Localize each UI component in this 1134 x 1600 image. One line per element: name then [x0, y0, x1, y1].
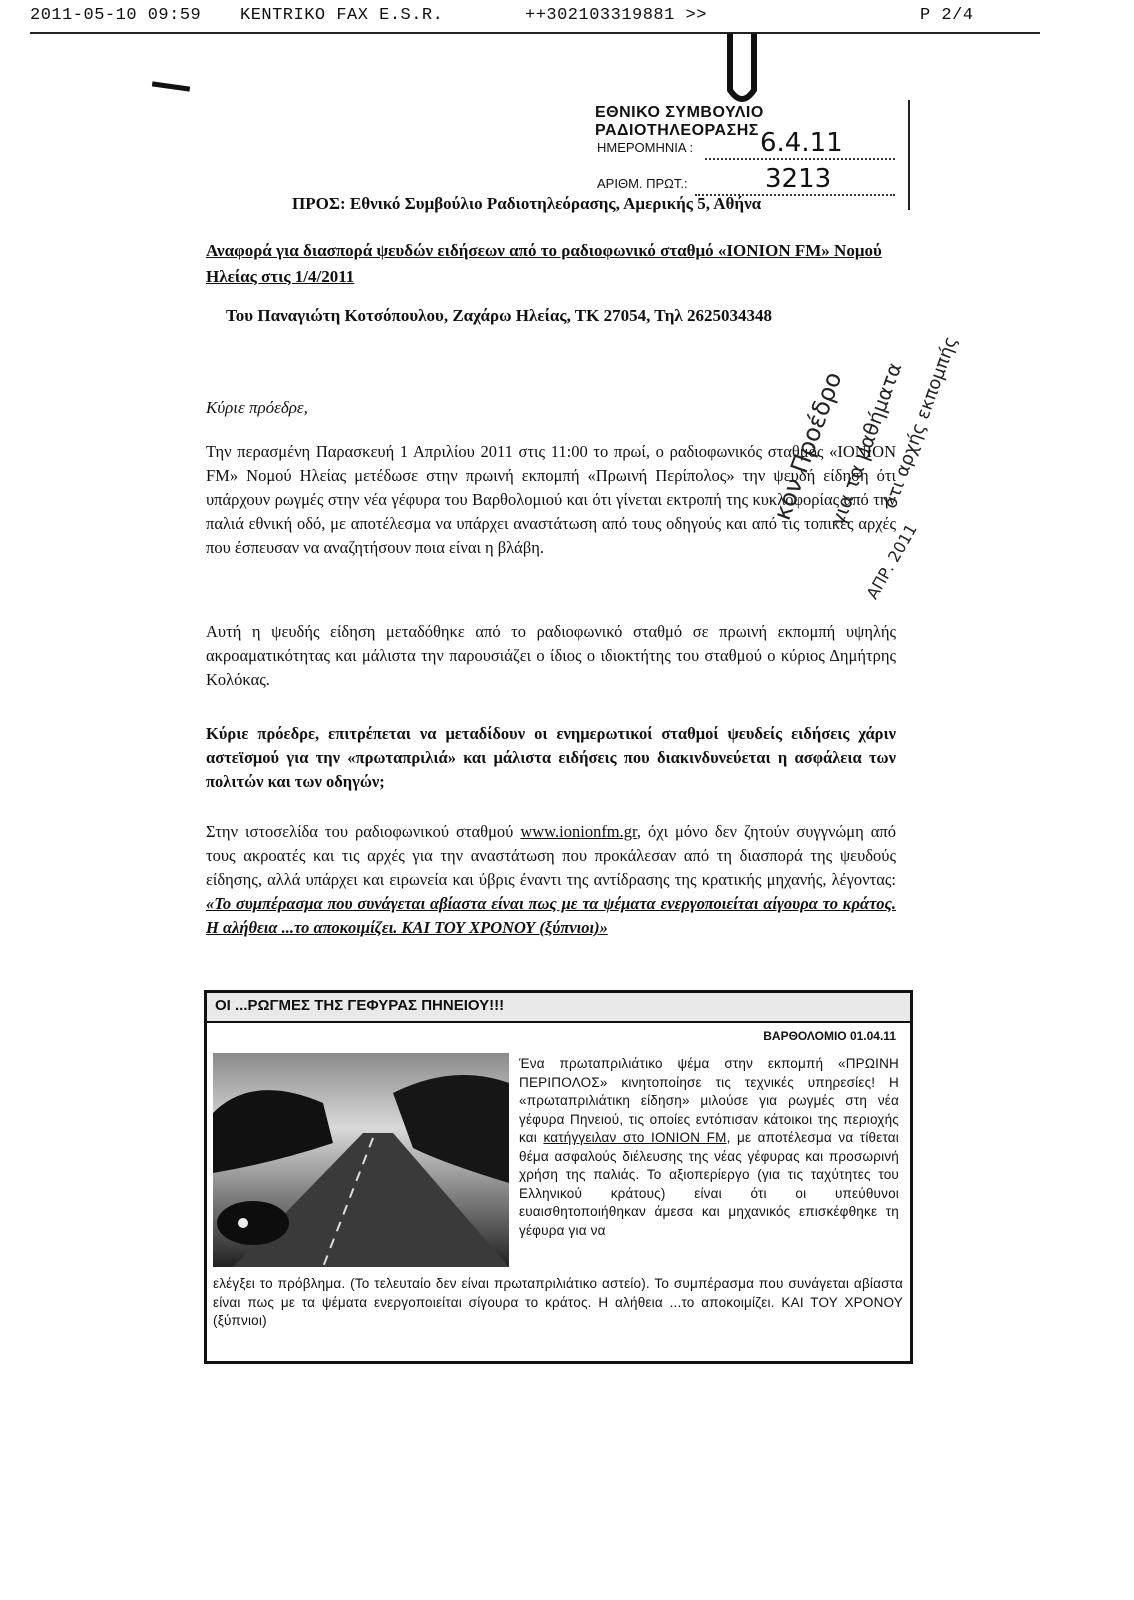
paragraph-1: Την περασμένη Παρασκευή 1 Απριλίου 2011 στις 11:00 το πρωί, ο ραδιοφωνικός σταθμός «ΙΟΝΙΟΝ FM» Νομού Ηλείας μετέδωσε στην πρωινή εκπομπή «Πρωινή Περίπολος» την ψευδή είδηση ότι υπάρχουν ρωγμές στην νέα γέφυρα του Βαρθολομιού και ότι γίνεται εκτροπή της κυκλοφορίας από την παλιά εθνική οδό, με αποτέλεσμα να υπάρχει αναστάτωση από τους οδηγούς και από τις τοπικές αρχές που έσπευσαν να αναζητήσουν ποια είναι η βλάβη. [206, 442, 896, 557]
stamp-protocol-label: ΑΡΙΘΜ. ΠΡΩΤ.: [597, 176, 688, 191]
clipping-body-a: Ένα πρωταπριλιάτικο ψέμα στην εκπομπή «ΠΡΩΙΝΗ ΠΕΡΙΠΟΛΟΣ» κινητοποίησε τις τεχνικές υπηρεσίες! Η «πρωταπριλιάτικη είδηση» μιλούσε για ρωγμές στη νέα γέφυρα Πηνειού, τις οποίες εντόπισαν κάτοικοι της περιοχής και [519, 1056, 899, 1145]
paragraph-4-intro: Στην ιστοσελίδα του ραδιοφωνικού σταθμού [206, 822, 521, 841]
clipping-dateline: ΒΑΡΘΟΛΟΜΙΟ 01.04.11 [763, 1029, 896, 1043]
stamp-date-value: 6.4.11 [760, 128, 843, 158]
stamp-border [908, 100, 910, 210]
handwriting-line-2: για τα μαθήματα [825, 359, 907, 529]
stamp-date-line [705, 158, 895, 160]
stamp-protocol-value: 3213 [765, 164, 832, 194]
fax-header [30, 4, 1110, 28]
scan-mark [152, 81, 190, 91]
handwriting-line-3: ότι αρχής εκπομπής [879, 333, 962, 512]
clipping-body-link: κατήγγειλαν στο ΙΟΝΙΟΝ FM [543, 1130, 727, 1145]
clipping-body-b: , με αποτέλεσμα να τίθεται θέμα ασφαλούς διέλευσης της νέας γέφυρας και προσωρινή χρήση της παλιάς. Το αξιοπερίεργο (για τις ταχύτητες του Ελληνικού κράτους) είναι ότι οι υπεύθυνοι ευαισθητοποιήθηκαν άμεσα και μηχανικός επισκέφθηκε τη γέφυρα για να [519, 1130, 899, 1238]
paragraph-4 [206, 820, 896, 940]
salutation: Κύριε πρόεδρε, [206, 398, 308, 417]
fax-page-number: P 2/4 [920, 6, 974, 25]
staple-mark-icon [722, 30, 762, 110]
paragraph-4-quote: «Το συμπέρασμα που συνάγεται αβίαστα είναι πως με τα ψέματα ενεργοποιείται αίγουρα το κράτος. Η αλήθεια ...το αποκοιμίζει. ΚΑΙ ΤΟΥ ΧΡΟΝΟΥ (ξύπνιοι)» [206, 894, 896, 937]
news-clipping [204, 990, 913, 1364]
paragraph-3: Κύριε πρόεδρε, επιτρέπεται να μεταδίδουν οι ενημερωτικοί σταθμοί ψευδείς ειδήσεις χάριν αστεϊσμού για την «πρωταπριλιά» και μάλιστα ειδήσεις που διακινδυνεύεται η ασφάλεια των πολιτών και των οδηγών; [206, 724, 896, 791]
handwritten-note [767, 312, 962, 612]
clipping-header [207, 993, 910, 1023]
fax-sender: KENTRIKO FAX E.S.R. [240, 6, 444, 25]
clipping-body [519, 1055, 899, 1240]
stamp-org: ΕΘΝΙΚΟ ΣΥΜΒΟΥΛΙΟ ΡΑΔΙΟΤΗΛΕΟΡΑΣΗΣ [595, 104, 764, 139]
fax-header-rule [30, 32, 1040, 34]
sender-line: Του Παναγιώτη Κοτσόπουλου, Ζαχάρω Ηλείας, ΤΚ 27054, Τηλ 2625034348 [226, 306, 772, 325]
handwriting-date: ΑΠΡ. 2011 [862, 520, 921, 603]
subject-line: Αναφορά για διασπορά ψευδών ειδήσεων από το ραδιοφωνικό σταθμό «ΙΟΝΙΟΝ FM» Νομού Ηλείας στις 1/4/2011 [206, 241, 882, 286]
handwriting-line-1: κον Προέδρο [767, 368, 848, 524]
road-photo [213, 1053, 509, 1267]
fax-datetime: 2011-05-10 09:59 [30, 6, 202, 25]
stamp-date-label: ΗΜΕΡΟΜΗΝΙΑ : [597, 140, 694, 155]
station-website-link[interactable]: www.ionionfm.gr [520, 822, 637, 841]
clipping-title: ΟΙ ...ΡΩΓΜΕΣ ΤΗΣ ΓΕΦΥΡΑΣ ΠΗΝΕΙΟΥ!!! [215, 997, 505, 1014]
road-photo-image [213, 1053, 509, 1267]
fax-phone: ++302103319881 >> [525, 6, 707, 25]
paragraph-4-body: , όχι μόνο δεν ζητούν συγγνώμη από τους ακροατές και τις αρχές για την αναστάτωση που προκάλεσαν από τη διασπορά της ψευδούς είδησης, αλλά υπάρχει και ειρωνεία και ύβρις έναντι της αντίδρασης της κρατικής μηχανής, λέγοντας: [206, 822, 896, 889]
paragraph-2: Αυτή η ψευδής είδηση μεταδόθηκε από το ραδιοφωνικό σταθμό σε πρωινή εκπομπή υψηλής ακροαματικότητας και μάλιστα την παρουσιάζει ο ίδιος ο ιδιοκτήτης του σταθμού ο κύριος Δημήτρης Κολόκας. [206, 622, 896, 689]
clipping-body-continued: ελέγξει το πρόβλημα. (Το τελευταίο δεν είναι πρωταπριλιάτικο αστείο). Το συμπέρασμα που συνάγεται αβίαστα είναι πως με τα ψέματα ενεργοποιείται σίγουρα το κράτος. Η αλήθεια ...το αποκοιμίζει. ΚΑΙ ΤΟΥ ΧΡΟΝΟΥ (ξύπνιοι) [213, 1276, 903, 1328]
recipient-line: ΠΡΟΣ: Εθνικό Συμβούλιο Ραδιοτηλεόρασης, Αμερικής 5, Αθήνα [292, 194, 762, 213]
